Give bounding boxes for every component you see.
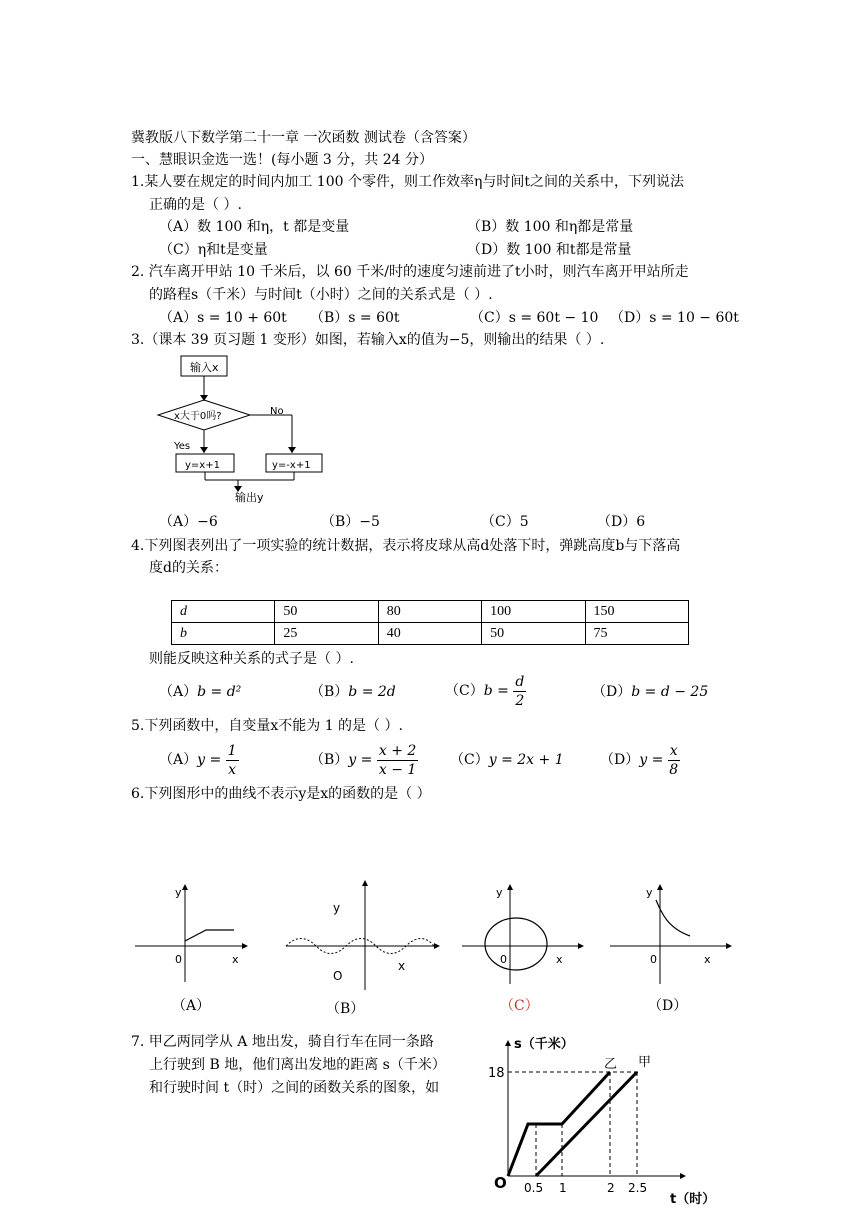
fraction-denominator: x [228,761,237,778]
q5-option-c-expr: y = 2x + 1 [488,752,564,768]
q3-flowchart [150,352,350,512]
q4-stem-3: 则能反映这种关系的式子是（ ）. [149,651,354,667]
q6-label-a: （A） [172,998,211,1014]
q4-option-b [310,683,396,701]
graph-b-origin: O [333,969,343,983]
graph-a-curve [185,930,234,941]
q1-option-a: （A）数 100 和η，t 都是变量 [159,219,350,235]
graph-d-origin: 0 [650,953,657,966]
q7-stem-3: 和行驶时间 t（时）之间的函数关系的图象，如 [149,1080,440,1096]
q4-option-a [159,683,241,701]
q2-option-a: （A）s = 10 + 60t [159,310,287,326]
fraction-numerator: d [515,673,525,690]
q3-option-c: （C）5 [481,514,529,530]
q4-option-c-fraction [513,673,526,710]
q6-graph-d [604,880,734,990]
chart-origin: O [494,1174,507,1192]
q5-option-a-lhs: y = [197,752,222,768]
table-cell: b [172,623,275,645]
q2-option-b: （B）s = 60t [310,310,400,326]
q4-data-table [171,600,689,645]
q6-graph-b [282,880,442,1000]
graph-c-ellipse [485,918,547,970]
table-cell: 100 [482,601,585,623]
q6-label-d: （D） [648,998,688,1014]
graph-b-x-label: x [398,959,406,973]
q7-distance-time-chart [480,1030,730,1210]
graph-d-y-label: y [646,886,653,899]
flow-input-label: 输入x [190,361,219,374]
q1-option-d: （D）数 100 和t都是常量 [467,242,632,258]
q3-option-a: （A）−6 [159,514,218,530]
graph-c-origin: 0 [500,953,507,966]
q4-option-b-label: （B） [310,684,349,700]
q5-option-d [600,740,680,780]
q3-option-b: （B）−5 [321,514,380,530]
chart-x-tick-2.5: 2.5 [628,1181,648,1195]
table-cell: 50 [482,623,585,645]
q6-stem: 6.下列图形中的曲线不表示y是x的函数的是（ ） [131,786,431,802]
q7-stem-2: 上行驶到 B 地，他们离出发地的距离 s（千米） [149,1057,446,1073]
q5-option-c [450,751,564,769]
q5-option-a-label: （A） [159,752,198,768]
q7-stem: 7. 甲乙两同学从 A 地出发，骑自行车在同一条路 [131,1034,434,1050]
graph-b-y-label: y [333,901,341,915]
q2-stem: 2. 汽车离开甲站 10 千米后，以 60 千米/时的速度匀速前进了t小时，则汽车离开甲站所走 [131,264,689,280]
graph-a-y-label: y [175,886,182,899]
flow-no-label: No [270,406,284,417]
fraction-numerator: x + 2 [378,742,417,759]
flow-yes-label: Yes [174,441,191,452]
q5-option-c-label: （C） [450,752,489,768]
q4-option-c-lhs: b = [483,683,509,699]
q2-stem-2: 的路程s（千米）与时间t（小时）之间的关系式是（ ）. [149,287,493,303]
series-yi-line [508,1072,610,1176]
q2-option-d: （D）s = 10 − 60t [610,310,739,326]
chart-y-tick-18: 18 [488,1066,505,1081]
graph-c-y-label: y [496,886,503,899]
q4-option-d-expr: b = d − 25 [631,684,709,700]
graph-c-x-label: x [556,953,563,966]
series-jia-label: 甲 [638,1055,652,1070]
q5-option-b [310,740,418,780]
fraction-denominator: x − 1 [378,761,417,778]
graph-d-curve [656,900,690,936]
chart-x-tick-1: 1 [559,1181,567,1195]
q5-option-d-lhs: y = [639,752,664,768]
q4-stem-2: 度d的关系： [149,560,228,576]
table-cell: 25 [275,623,378,645]
page-title: 冀教版八下数学第二十一章 一次函数 测试卷（含答案） [131,130,476,146]
q6-label-c: （C） [500,998,539,1014]
table-cell: 150 [585,601,688,623]
series-yi-label: 乙 [604,1057,618,1072]
q5-option-b-fraction [377,742,418,779]
table-cell: 40 [378,623,481,645]
table-cell: 50 [275,601,378,623]
q4-option-c [445,671,526,711]
q5-option-b-lhs: y = [348,752,373,768]
fraction-numerator: x [669,742,678,759]
q4-option-d [592,683,708,701]
graph-d-x-label: x [704,953,711,966]
q4-option-a-label: （A） [159,684,198,700]
q4-option-d-label: （D） [592,684,632,700]
table-row [172,601,689,623]
q4-option-a-expr: b = d² [197,684,242,700]
q1-option-b: （B）数 100 和η都是常量 [467,219,634,235]
flow-left-label: y=x+1 [185,460,220,471]
q4-stem: 4.下列图表列出了一项实验的统计数据，表示将皮球从高d处落下时，弹跳高度b与下落高 [131,538,681,554]
table-cell: d [172,601,275,623]
q5-option-a [159,740,239,780]
fraction-denominator: 8 [669,761,679,778]
fraction-numerator: 1 [227,742,237,759]
q4-option-c-label: （C） [445,683,484,699]
flow-output-label: 输出y [235,491,264,504]
q1-option-c: （C）η和t是变量 [159,242,268,258]
q6-graph-c [456,880,586,990]
chart-y-label: s（千米） [514,1037,574,1052]
q5-option-d-label: （D） [600,752,640,768]
q5-option-b-label: （B） [310,752,349,768]
flow-cond-label: x大于0吗? [174,411,222,422]
chart-x-tick-0.5: 0.5 [524,1181,544,1195]
q5-stem: 5.下列函数中，自变量x不能为 1 的是（ ）. [131,718,403,734]
q6-graph-a [130,880,250,990]
q1-stem: 1.某人要在规定的时间内加工 100 个零件，则工作效率η与时间t之间的关系中，下列说法 [131,174,684,190]
q5-option-a-fraction [226,742,239,779]
q5-option-d-fraction [668,742,680,779]
table-cell: 80 [378,601,481,623]
chart-x-tick-2: 2 [607,1181,615,1195]
table-cell: 75 [585,623,688,645]
q3-option-d: （D）6 [597,514,646,530]
graph-a-x-label: x [232,953,239,966]
q6-label-b: （B） [326,1001,365,1017]
section-heading: 一、慧眼识金选一选！(每小题 3 分，共 24 分） [131,152,433,168]
q1-stem-2: 正确的是（ ）. [149,197,242,213]
chart-x-label: t（时） [670,1192,716,1207]
graph-a-origin: 0 [175,953,182,966]
fraction-denominator: 2 [515,692,525,709]
flow-right-label: y=-x+1 [272,460,311,471]
q2-option-c: （C）s = 60t − 10 [470,310,599,326]
q4-option-b-expr: b = 2d [348,684,396,700]
table-row [172,623,689,645]
q3-stem: 3.（课本 39 页习题 1 变形）如图，若输入x的值为−5，则输出的结果（ ）. [131,332,605,348]
